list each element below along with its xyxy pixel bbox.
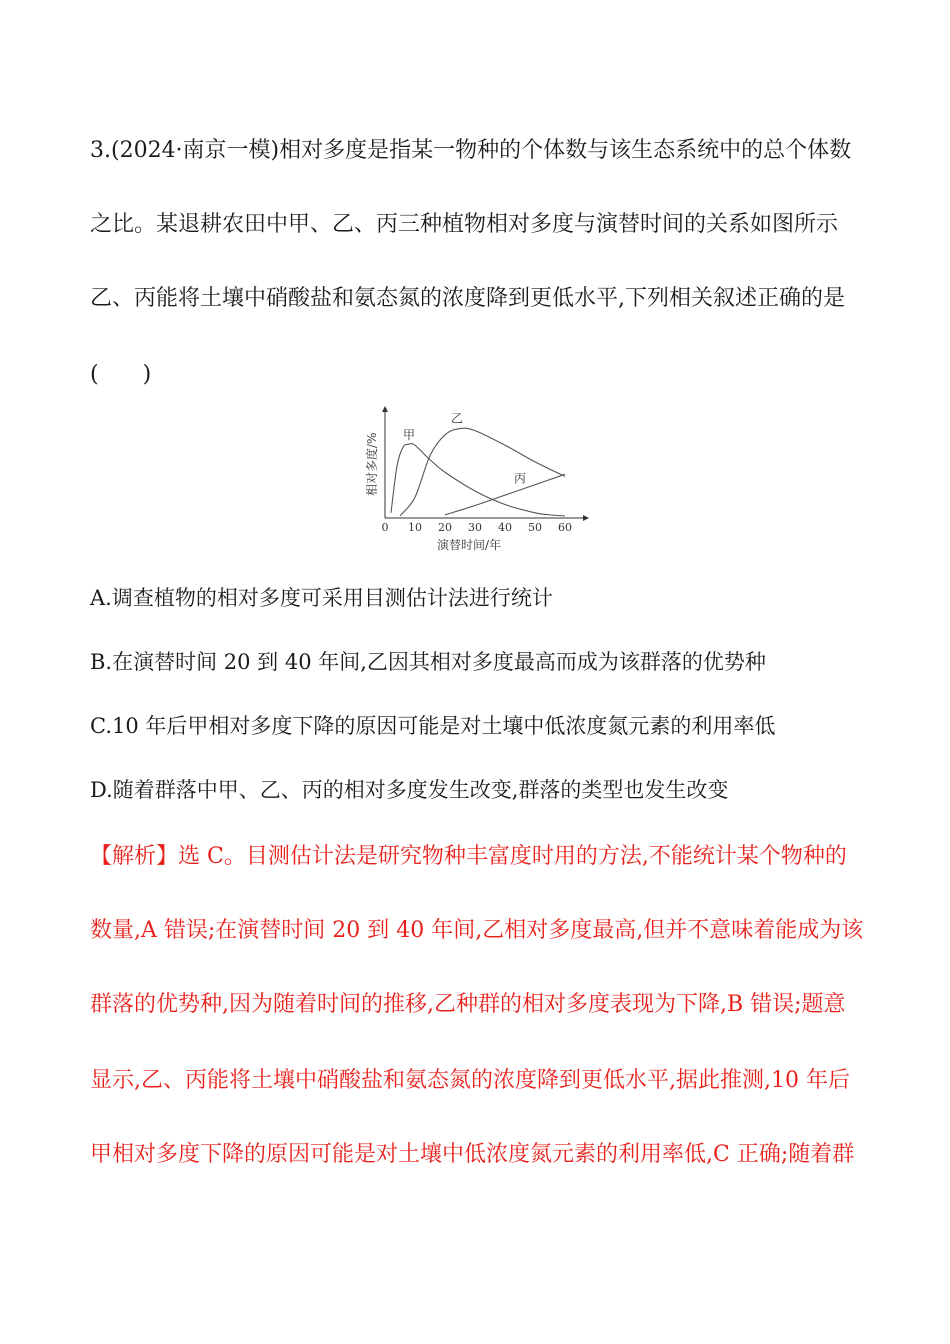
analysis-line-2: 数量,A 错误;在演替时间 20 到 40 年间,乙相对多度最高,但并不意味着能成为该 (90, 918, 864, 943)
series-3-line (445, 471, 565, 515)
x-tick-60: 60 (558, 521, 572, 534)
y-axis-arrow (382, 406, 388, 412)
option-b: B.在演替时间 20 到 40 年间,乙因其相对多度最高而成为该群落的优势种 (90, 650, 766, 674)
question-line-3: 乙、丙能将土壤中硝酸盐和氨态氮的浓度降到更低水平,下列相关叙述正确的是 (90, 286, 845, 311)
y-axis-label: 相对多度/% (365, 432, 379, 496)
series-group (391, 428, 565, 516)
analysis-line-3: 群落的优势种,因为随着时间的推移,乙种群的相对多度表现为下降,B 错误;题意 (90, 992, 846, 1017)
x-tick-50: 50 (528, 521, 542, 534)
answer-blank: ( ) (90, 362, 152, 387)
series-1-label: 甲 (402, 427, 416, 442)
series-label-group (403, 411, 526, 485)
series-2-label: 乙 (450, 411, 464, 426)
option-d: D.随着群落中甲、乙、丙的相对多度发生改变,群落的类型也发生改变 (90, 778, 729, 802)
analysis-line-1: 【解析】选 C。目测估计法是研究物种丰富度时用的方法,不能统计某个物种的 (90, 844, 847, 869)
option-c: C.10 年后甲相对多度下降的原因可能是对土壤中低浓度氮元素的利用率低 (90, 714, 776, 738)
series-3-label: 丙 (513, 471, 527, 486)
succession-chart (355, 400, 595, 560)
option-a: A.调查植物的相对多度可采用目测估计法进行统计 (90, 586, 553, 610)
x-tick-10: 10 (408, 521, 422, 534)
analysis-line-5: 甲相对多度下降的原因可能是对土壤中低浓度氮元素的利用率低,C 正确;随着群 (90, 1142, 855, 1167)
x-tick-0: 0 (381, 521, 389, 534)
x-tick-40: 40 (498, 521, 512, 534)
x-axis-arrow (583, 515, 589, 521)
question-line-2: 之比。某退耕农田中甲、乙、丙三种植物相对多度与演替时间的关系如图所示 (90, 212, 839, 237)
analysis-line-4: 显示,乙、丙能将土壤中硝酸盐和氨态氮的浓度降到更低水平,据此推测,10 年后 (90, 1068, 850, 1093)
x-axis-label: 演替时间/年 (437, 538, 502, 552)
x-tick-30: 30 (468, 521, 482, 534)
x-tick-labels (382, 521, 573, 534)
x-tick-20: 20 (438, 521, 452, 534)
question-line-1: 3.(2024·南京一模)相对多度是指某一物种的个体数与该生态系统中的总个体数 (90, 138, 852, 163)
